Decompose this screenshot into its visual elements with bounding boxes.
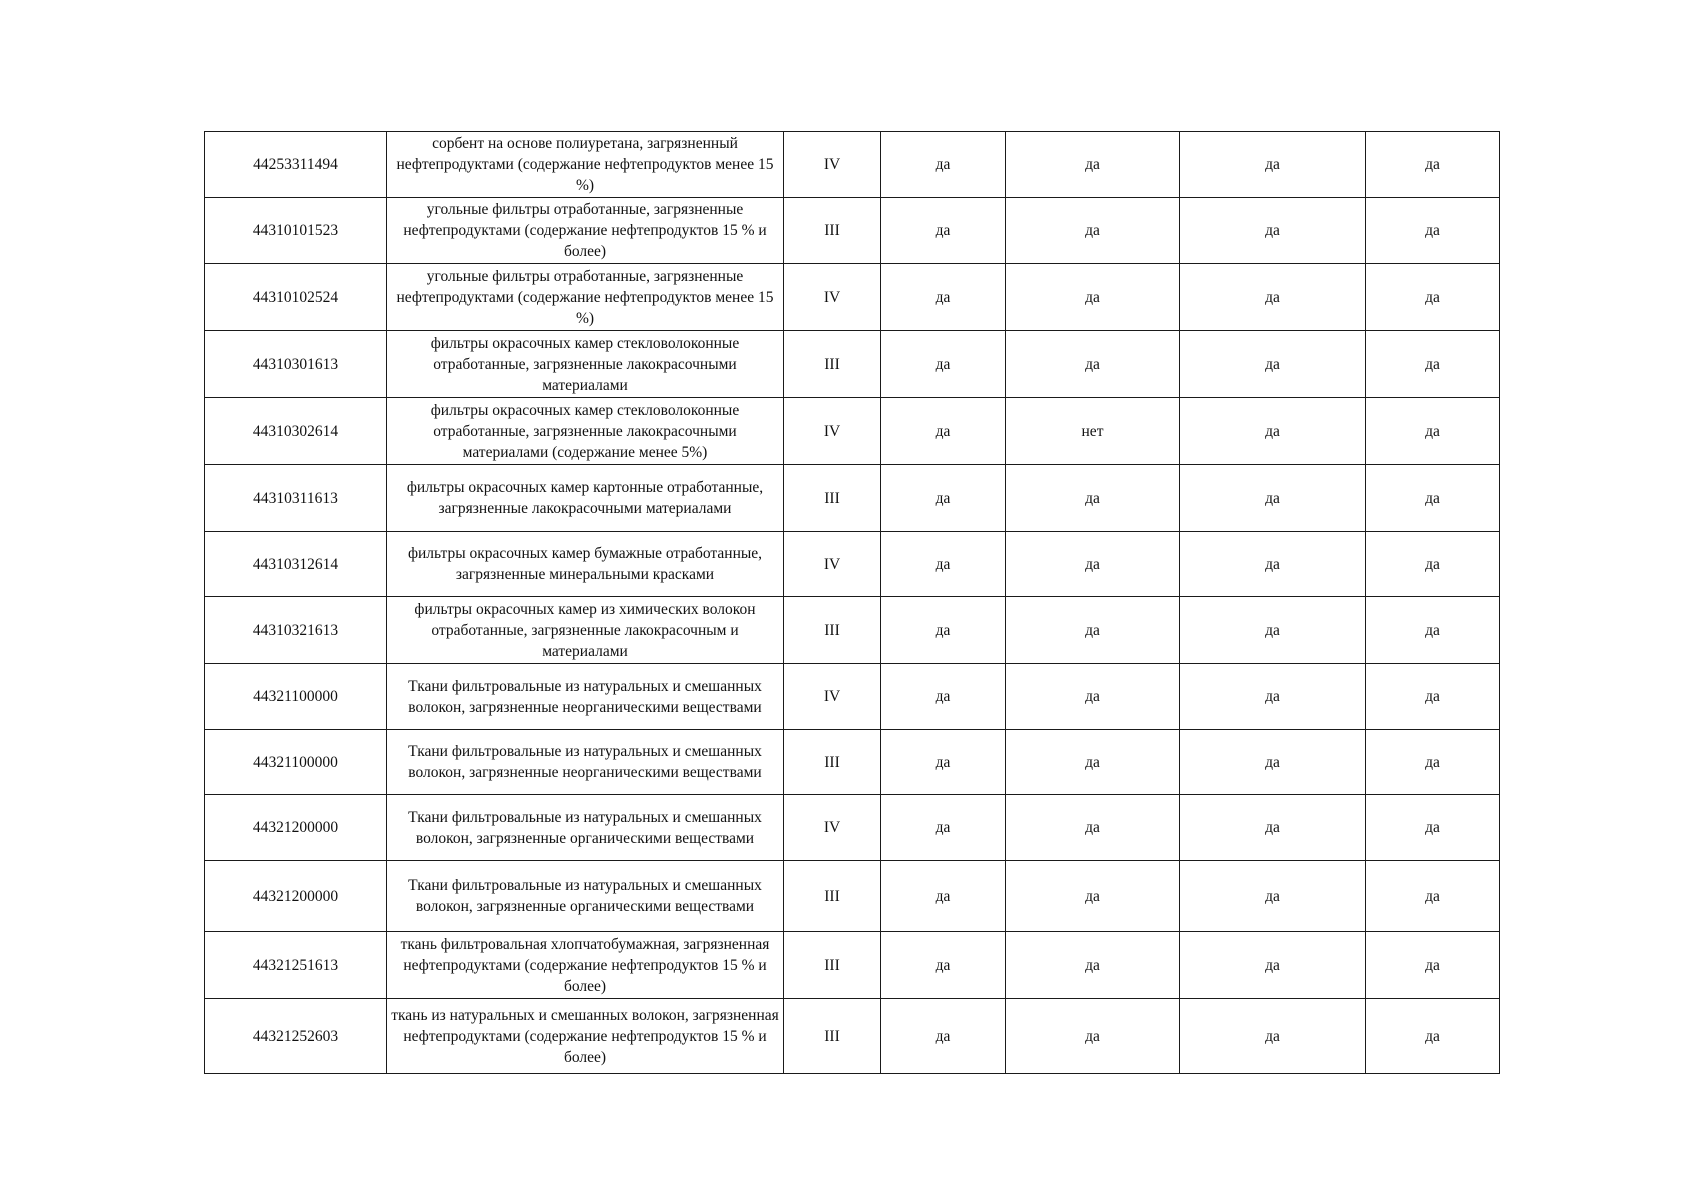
flag-cell-4: да xyxy=(1366,331,1500,398)
flag-cell-2: да xyxy=(1006,664,1180,730)
flag-cell-1: да xyxy=(881,730,1006,795)
flag-cell-3: да xyxy=(1180,331,1366,398)
flag-cell-2: да xyxy=(1006,198,1180,264)
flag-cell-2: да xyxy=(1006,465,1180,532)
table-row xyxy=(205,932,1500,999)
waste-code: 44310101523 xyxy=(205,198,387,264)
waste-name: Ткани фильтровальные из натуральных и смешанных волокон, загрязненные неорганическими веществами xyxy=(387,730,784,795)
flag-cell-1: да xyxy=(881,331,1006,398)
table-row xyxy=(205,861,1500,932)
flag-cell-2: да xyxy=(1006,932,1180,999)
waste-name: Ткани фильтровальные из натуральных и смешанных волокон, загрязненные органическими веществами xyxy=(387,861,784,932)
table-row xyxy=(205,331,1500,398)
flag-cell-1: да xyxy=(881,532,1006,597)
waste-code: 44321252603 xyxy=(205,999,387,1074)
flag-cell-4: да xyxy=(1366,664,1500,730)
table-row xyxy=(205,198,1500,264)
flag-cell-3: да xyxy=(1180,795,1366,861)
table-row xyxy=(205,730,1500,795)
flag-cell-4: да xyxy=(1366,597,1500,664)
waste-table xyxy=(204,131,1500,1074)
flag-cell-2: да xyxy=(1006,331,1180,398)
flag-cell-2: да xyxy=(1006,264,1180,331)
flag-cell-1: да xyxy=(881,198,1006,264)
flag-cell-4: да xyxy=(1366,465,1500,532)
flag-cell-4: да xyxy=(1366,132,1500,198)
table-row xyxy=(205,532,1500,597)
table-row xyxy=(205,597,1500,664)
waste-code: 44310311613 xyxy=(205,465,387,532)
flag-cell-3: да xyxy=(1180,198,1366,264)
waste-code: 44253311494 xyxy=(205,132,387,198)
table-row xyxy=(205,664,1500,730)
waste-name: Ткани фильтровальные из натуральных и смешанных волокон, загрязненные неорганическими веществами xyxy=(387,664,784,730)
hazard-class: III xyxy=(784,198,881,264)
flag-cell-3: да xyxy=(1180,264,1366,331)
waste-name: Ткани фильтровальные из натуральных и смешанных волокон, загрязненные органическими веществами xyxy=(387,795,784,861)
table-row xyxy=(205,398,1500,465)
waste-code: 44321200000 xyxy=(205,861,387,932)
flag-cell-1: да xyxy=(881,132,1006,198)
waste-code: 44310102524 xyxy=(205,264,387,331)
waste-name: сорбент на основе полиуретана, загрязненный нефтепродуктами (содержание нефтепродуктов менее 15 %) xyxy=(387,132,784,198)
flag-cell-2: да xyxy=(1006,795,1180,861)
flag-cell-1: да xyxy=(881,932,1006,999)
table-row xyxy=(205,264,1500,331)
hazard-class: IV xyxy=(784,532,881,597)
waste-name: фильтры окрасочных камер картонные отработанные, загрязненные лакокрасочными материалами xyxy=(387,465,784,532)
table-row xyxy=(205,132,1500,198)
hazard-class: IV xyxy=(784,132,881,198)
waste-code: 44321100000 xyxy=(205,730,387,795)
waste-name: фильтры окрасочных камер стекловолоконные отработанные, загрязненные лакокрасочными материалами xyxy=(387,331,784,398)
flag-cell-4: да xyxy=(1366,264,1500,331)
waste-code: 44310312614 xyxy=(205,532,387,597)
flag-cell-1: да xyxy=(881,664,1006,730)
flag-cell-2: да xyxy=(1006,597,1180,664)
waste-name: фильтры окрасочных камер стекловолоконные отработанные, загрязненные лакокрасочными материалами (содержание менее 5%) xyxy=(387,398,784,465)
flag-cell-3: да xyxy=(1180,932,1366,999)
flag-cell-1: да xyxy=(881,795,1006,861)
waste-code: 44310321613 xyxy=(205,597,387,664)
waste-code: 44321251613 xyxy=(205,932,387,999)
flag-cell-4: да xyxy=(1366,932,1500,999)
flag-cell-4: да xyxy=(1366,398,1500,465)
flag-cell-3: да xyxy=(1180,465,1366,532)
flag-cell-2: да xyxy=(1006,999,1180,1074)
hazard-class: IV xyxy=(784,398,881,465)
waste-name: фильтры окрасочных камер из химических волокон отработанные, загрязненные лакокрасочным и материалами xyxy=(387,597,784,664)
flag-cell-2: да xyxy=(1006,861,1180,932)
hazard-class: IV xyxy=(784,795,881,861)
hazard-class: III xyxy=(784,730,881,795)
flag-cell-2: да xyxy=(1006,132,1180,198)
flag-cell-4: да xyxy=(1366,198,1500,264)
hazard-class: III xyxy=(784,861,881,932)
flag-cell-1: да xyxy=(881,999,1006,1074)
hazard-class: III xyxy=(784,597,881,664)
flag-cell-3: да xyxy=(1180,730,1366,795)
flag-cell-2: нет xyxy=(1006,398,1180,465)
waste-name: ткань фильтровальная хлопчатобумажная, загрязненная нефтепродуктами (содержание нефтепродуктов 15 % и более) xyxy=(387,932,784,999)
flag-cell-2: да xyxy=(1006,730,1180,795)
flag-cell-1: да xyxy=(881,861,1006,932)
waste-code: 44321100000 xyxy=(205,664,387,730)
flag-cell-4: да xyxy=(1366,532,1500,597)
flag-cell-3: да xyxy=(1180,861,1366,932)
hazard-class: III xyxy=(784,932,881,999)
flag-cell-3: да xyxy=(1180,398,1366,465)
waste-name: угольные фильтры отработанные, загрязненные нефтепродуктами (содержание нефтепродуктов 15 % и более) xyxy=(387,198,784,264)
hazard-class: IV xyxy=(784,664,881,730)
flag-cell-1: да xyxy=(881,398,1006,465)
flag-cell-3: да xyxy=(1180,664,1366,730)
flag-cell-4: да xyxy=(1366,795,1500,861)
flag-cell-1: да xyxy=(881,264,1006,331)
flag-cell-3: да xyxy=(1180,597,1366,664)
table-row xyxy=(205,999,1500,1074)
flag-cell-3: да xyxy=(1180,532,1366,597)
waste-name: угольные фильтры отработанные, загрязненные нефтепродуктами (содержание нефтепродуктов менее 15 %) xyxy=(387,264,784,331)
hazard-class: III xyxy=(784,999,881,1074)
flag-cell-1: да xyxy=(881,597,1006,664)
flag-cell-4: да xyxy=(1366,730,1500,795)
flag-cell-4: да xyxy=(1366,861,1500,932)
hazard-class: III xyxy=(784,465,881,532)
table-row xyxy=(205,795,1500,861)
flag-cell-3: да xyxy=(1180,132,1366,198)
flag-cell-4: да xyxy=(1366,999,1500,1074)
waste-name: фильтры окрасочных камер бумажные отработанные, загрязненные минеральными красками xyxy=(387,532,784,597)
flag-cell-2: да xyxy=(1006,532,1180,597)
hazard-class: IV xyxy=(784,264,881,331)
flag-cell-3: да xyxy=(1180,999,1366,1074)
waste-name: ткань из натуральных и смешанных волокон, загрязненная нефтепродуктами (содержание нефтепродуктов 15 % и более) xyxy=(387,999,784,1074)
table-row xyxy=(205,465,1500,532)
flag-cell-1: да xyxy=(881,465,1006,532)
waste-code: 44310301613 xyxy=(205,331,387,398)
waste-code: 44310302614 xyxy=(205,398,387,465)
waste-code: 44321200000 xyxy=(205,795,387,861)
hazard-class: III xyxy=(784,331,881,398)
